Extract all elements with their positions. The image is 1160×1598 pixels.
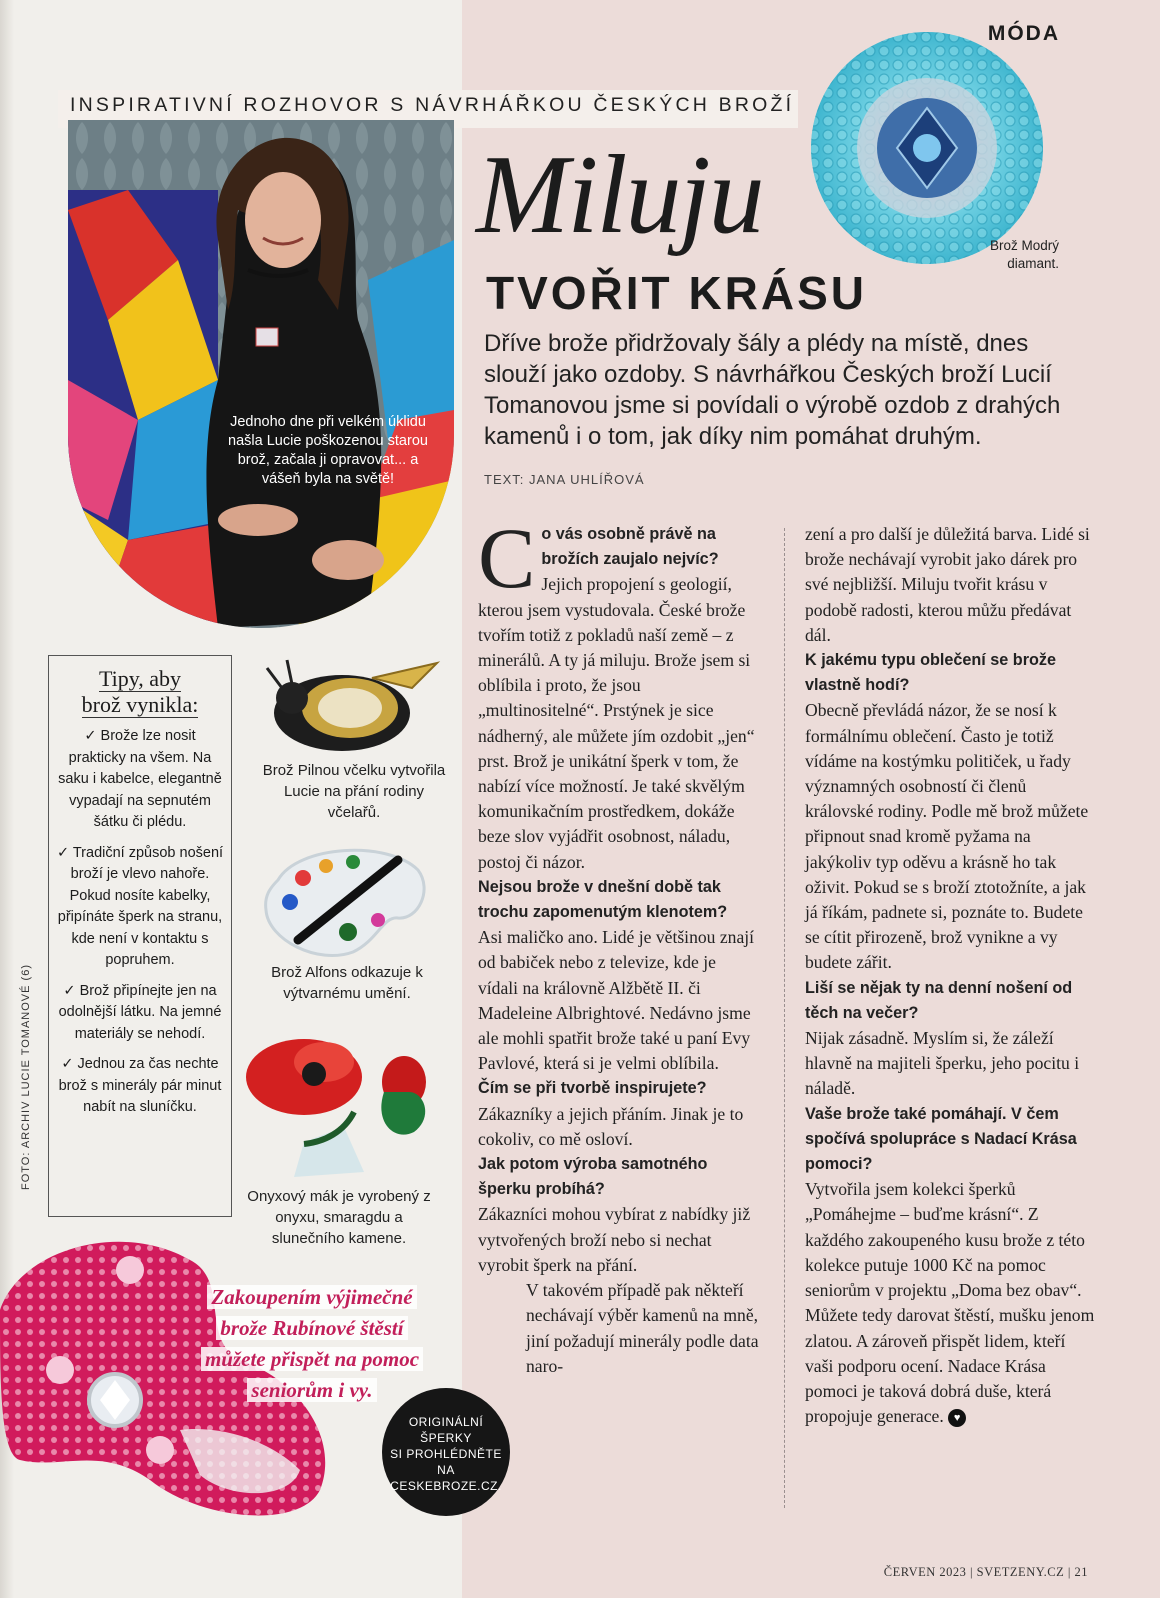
tip-item: ✓ Brož připínejte jen na odolnější látku. Na jemné materiály se nehodí. [58, 982, 222, 1042]
badge-line: SI PROHLÉDNĚTE [390, 1447, 502, 1461]
tips-box [48, 655, 232, 1217]
answer: V takovém případě pak někteří nechávají výběr kamenů na mně, jiní požadují minerály podle data naro- [526, 1280, 759, 1376]
tips-title-line-2: brož vynikla: [81, 692, 199, 717]
lead-paragraph: Dříve brože přidržovaly šály a plédy na místě, dnes slouží jako ozdoby. S návrhářkou Českých broží Lucií Tomanovou jsme si povídali o výrobě ozdob z drahých kamenů i o tom, jak díky nim pomáhat druhým. [484, 330, 1061, 450]
charity-quote [172, 1282, 452, 1406]
badge-line: ŠPERKY [420, 1431, 472, 1445]
quote-line: seniorům i vy. [247, 1378, 376, 1402]
end-mark-icon: ♥ [948, 1409, 966, 1427]
answer: Obecně převládá názor, že se nosí k formálnímu oblečení. Často je totiž vídáme na kostýmku političek, u řady významných osobností či členů královské rodiny. Podle mě brož můžete připnout snad kromě pyžama na jakýkoliv typ oděvu a krásně ho tak oživit. Pokud se s broží ztotožníte, a jak já říkám, padnete si, poznáte to. Budete se cítit přirozeně, brož vynikne a vy budete zářit. [805, 700, 1089, 973]
question: Jak potom výroba samotného šperku probíhá? [478, 1155, 708, 1199]
poppy-brooch-image [244, 1032, 434, 1187]
byline: TEXT: JANA UHLÍŘOVÁ [484, 472, 645, 487]
blue-brooch-caption: Brož Modrý diamant. [989, 238, 1059, 271]
question: o vás osobně právě na brožích zaujalo nejvíc? [541, 525, 719, 569]
title-script: Miluju [476, 133, 763, 257]
palette-brooch-image [258, 840, 428, 963]
photo-credit: FOTO: ARCHIV LUCIE TOMANOVÉ (6) [20, 964, 32, 1190]
answer [805, 1177, 1095, 1429]
question: K jakému typu oblečení se brože vlastně hodí? [805, 651, 1056, 695]
answer: Zákazníci mohou vybírat z nabídky již vytvořených broží nebo si nechat vyrobit šperk na přání. [478, 1204, 751, 1275]
article-column-1 [478, 510, 760, 1379]
page-footer: ČERVEN 2023 | SVETZENY.CZ | 21 [883, 1565, 1088, 1579]
badge-line: ORIGINÁLNÍ [408, 1415, 484, 1429]
bee-brooch-image [262, 648, 442, 763]
tips-list [55, 726, 225, 1128]
drop-cap: C [478, 510, 536, 606]
question: Liší se nějak ty na denní nošení od těch na večer? [805, 978, 1073, 1022]
kicker-headline: INSPIRATIVNÍ ROZHOVOR S NÁVRHÁŘKOU ČESKÝCH BROŽÍ [70, 94, 795, 116]
answer: Zákazníky a jejich přáním. Jinak je to cokoliv, co mě osloví. [478, 1103, 744, 1149]
badge-line: NA [437, 1463, 455, 1477]
answer: Jejich propojení s geologií, kterou jsem vystudovala. České brože tvořím totiž z pokladů naší země – z minerálů. A ty já miluju. Brože jsem si oblíbila i proto, že jsou „multinositelné“. Prstýnek je sice nádherný, ale můžete jím ozdobit „jen“ prst. Brož je unikátní šperk v tom, že nabízí více možností. Je také skvělým komunikačním prostředkem, dokáže beze slov vyjádřit osobnost, náladu, postoj či názor. [478, 574, 755, 872]
column-divider [784, 528, 785, 1508]
photo-caption: Jednoho dne při velkém úklidu našla Lucie poškozenou starou brož, začala ji opravovat... a vášeň byla na světě! [228, 414, 428, 487]
tips-title [49, 666, 231, 718]
section-label: MÓDA [987, 22, 1060, 45]
tip-item: ✓ Brože lze nosit prakticky na všem. Na saku i kabelce, elegantně vypadají na sepnutém šátku či plédu. [58, 728, 222, 830]
tips-title-line-1: Tipy, aby [98, 666, 182, 691]
quote-line: brože Rubínové štěstí [216, 1316, 407, 1340]
answer: Asi maličko ano. Lidé je většinou znají od babiček nebo z televize, kde je vídali na královně Alžbětě II. či Madeleine Albrightové. Nedávno jsme ale mohli spatřit brože také u paní Evy Pavlové, která si je velmi oblíbila. [478, 927, 755, 1074]
website-badge [382, 1388, 510, 1516]
article-column-2 [805, 522, 1095, 1429]
question: Nejsou brože v dnešní době tak trochu zapomenutým klenotem? [478, 877, 728, 922]
tip-item: ✓ Tradiční způsob nošení broží je vlevo nahoře. Pokud nosíte kabelky, připínáte šperk na stranu, kde není v kontaktu s popruhem. [56, 844, 224, 968]
question: Vaše brože také pomáhají. V čem spočívá spolupráce s Nadací Krása pomoci? [805, 1104, 1077, 1174]
tip-item: ✓ Jednou za čas nechte brož s minerály pár minut nabít na sluníčku. [58, 1056, 222, 1115]
answer: zení a pro další je důležitá barva. Lidé si brože nechávají vyrobit jako dárek pro své nejbližší. Miluju tvořit krásu v podobě radosti, kterou můžu předávat dál. [805, 524, 1090, 645]
quote-line: můžete přispět na pomoc [201, 1347, 423, 1371]
badge-link[interactable]: CESKEBROZE.CZ. [390, 1479, 502, 1493]
poppy-brooch-caption: Onyxový mák je vyrobený z onyxu, smaragdu a slunečního kamene. [247, 1188, 431, 1247]
title-caps: TVOŘIT KRÁSU [486, 267, 867, 319]
palette-brooch-caption: Brož Alfons odkazuje k výtvarnému umění. [271, 964, 423, 1002]
question: Čím se při tvorbě inspirujete? [478, 1079, 707, 1098]
quote-line: Zakoupením výjimečné [207, 1285, 416, 1309]
answer-text: Vytvořila jsem kolekci šperků „Pomáhejme – buďme krásní“. Z každého zakoupeného kusu brože z této kolekce putuje 1000 Kč na pomoc seniorům v projektu „Doma bez obav“. Můžete tedy darovat štěstí, mušku jenom zlatou. A zároveň přispět lidem, kteří vaši podporu ocení. Nadace Krása pomoci je taková dobrá duše, která propojuje generace. [805, 1179, 1095, 1427]
answer: Nijak zásadně. Myslím si, že záleží hlavně na majiteli šperku, jeho pocitu i náladě. [805, 1028, 1080, 1099]
bee-brooch-caption: Brož Pilnou včelku vytvořila Lucie na přání rodiny včelařů. [262, 762, 446, 821]
portrait-photo [68, 120, 454, 628]
